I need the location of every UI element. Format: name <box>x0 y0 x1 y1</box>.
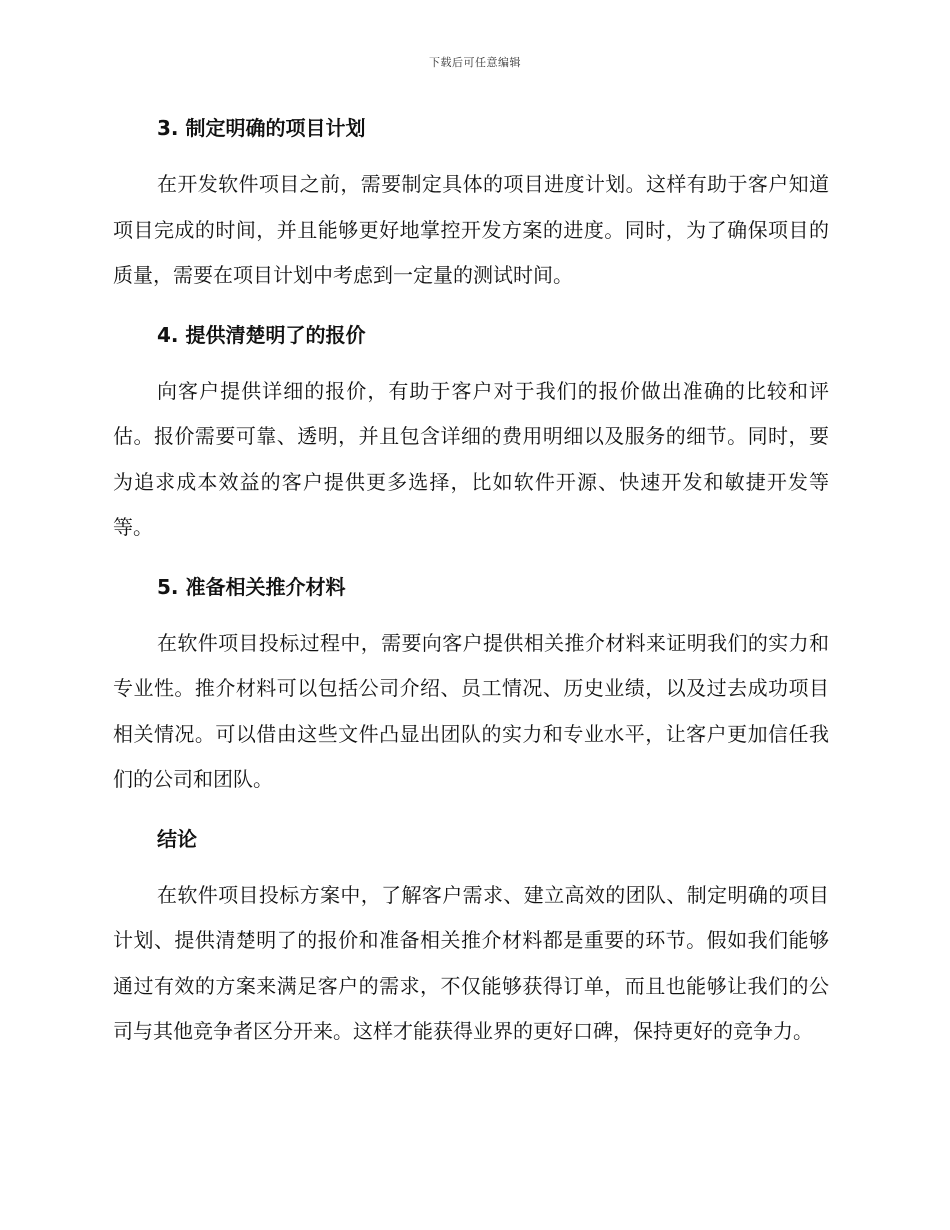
document-body <box>113 110 829 1055</box>
section-heading-materials: 5. 准备相关推介材料 <box>157 574 346 599</box>
section-paragraph-materials: 在软件项目投标过程中，需要向客户提供相关推介材料来证明我们的实力和专业性。推介材料可以包括公司介绍、员工情况、历史业绩，以及过去成功项目相关情况。可以借由这些文件凸显出团队的实力和专业水平，让客户更加信任我们的公司和团队。 <box>113 630 829 791</box>
page-header: 下载后可任意编辑 <box>429 56 521 69</box>
section-paragraph-project-plan: 在开发软件项目之前，需要制定具体的项目进度计划。这样有助于客户知道项目完成的时间，并且能够更好地掌控开发方案的进度。同时，为了确保项目的质量，需要在项目计划中考虑到一定量的测试时间。 <box>113 172 829 287</box>
section-heading-project-plan: 3. 制定明确的项目计划 <box>157 116 366 140</box>
section-paragraph-conclusion: 在软件项目投标方案中，了解客户需求、建立高效的团队、制定明确的项目计划、提供清楚明了的报价和准备相关推介材料都是重要的环节。假如我们能够通过有效的方案来满足客户的需求，不仅能够获得订单，而且也能够让我们的公司与其他竞争者区分开来。这样才能获得业界的更好口碑，保持更好的竞争力。 <box>113 882 829 1043</box>
section-heading-conclusion: 结论 <box>157 826 197 851</box>
section-heading-quotation: 4. 提供清楚明了的报价 <box>157 322 366 347</box>
section-paragraph-quotation: 向客户提供详细的报价，有助于客户对于我们的报价做出准确的比较和评估。报价需要可靠、透明，并且包含详细的费用明细以及服务的细节。同时，要为追求成本效益的客户提供更多选择，比如软件开源、快速开发和敏捷开发等等。 <box>113 378 829 539</box>
